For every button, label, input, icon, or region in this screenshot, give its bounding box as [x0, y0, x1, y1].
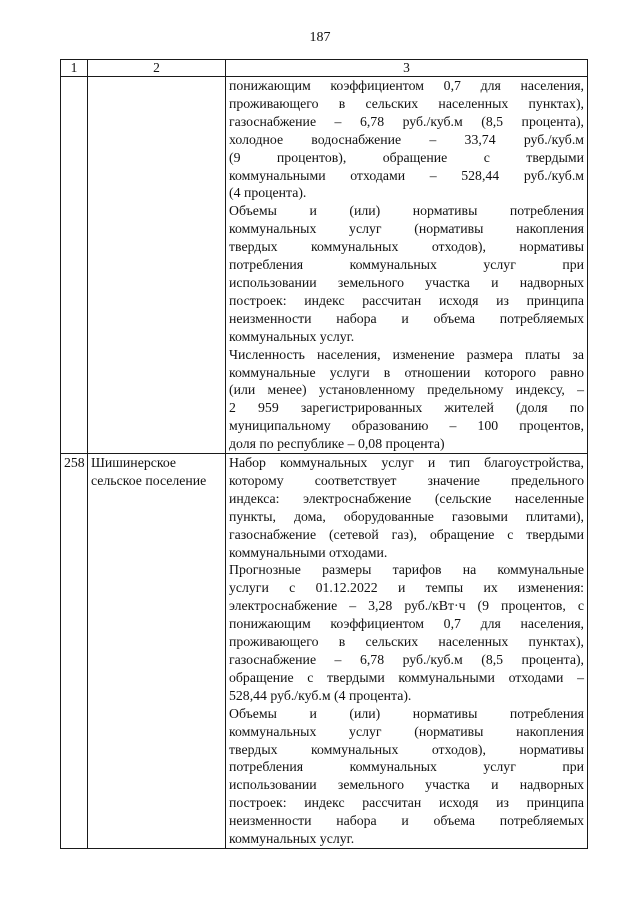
text-line: Объемы и (или) нормативы потребления: [229, 203, 584, 219]
text-line: доля по республике – 0,08 процента): [229, 436, 445, 452]
description-paragraph: [229, 202, 584, 345]
text-line: которому соответствует значение предельного: [229, 472, 584, 488]
text-line: Набор коммунальных услуг и тип благоустройства,: [229, 455, 584, 471]
row-number: [61, 77, 88, 454]
header-col-1: 1: [61, 60, 88, 77]
table-header-row: [61, 60, 588, 77]
text-line: понижающим коэффициентом 0,7 для населения,: [229, 616, 584, 632]
text-line: холодное водоснабжение – 33,74 руб./куб.м: [229, 131, 584, 147]
text-line: (или менее) установленному предельному индексу, –: [229, 382, 584, 398]
description-paragraph: [229, 705, 584, 848]
text-line: 528,44 руб./куб.м (4 процента).: [229, 687, 412, 703]
description-paragraph: [229, 454, 584, 561]
text-line: услуги с 01.12.2022 и темпы их изменения:: [229, 580, 584, 596]
text-line: потребления коммунальных услуг при: [229, 759, 584, 775]
text-line: проживающего в сельских населенных пунктах),: [229, 634, 584, 650]
header-col-3: 3: [226, 60, 588, 77]
text-line: твердых коммунальных отходов), нормативы: [229, 741, 584, 757]
description-cell: [226, 77, 588, 454]
text-line: построек: индекс рассчитан исходя из принципа: [229, 795, 584, 811]
text-line: Численность населения, изменение размера платы за: [229, 346, 584, 362]
description-paragraph: [229, 77, 584, 202]
text-line: проживающего в сельских населенных пунктах),: [229, 95, 584, 111]
text-line: потребления коммунальных услуг при: [229, 257, 584, 273]
text-line: коммунальными отходами.: [229, 544, 388, 560]
row-number: 258: [61, 454, 88, 849]
text-line: газоснабжение – 6,78 руб./куб.м (8,5 процента),: [229, 652, 584, 667]
text-line: коммунальных услуг (нормативы накопления: [229, 221, 584, 237]
text-line: использовании земельного участка и надворных: [229, 777, 584, 793]
page-number: 187: [309, 30, 331, 45]
text-line: газоснабжение (сетевой газ), обращение с твердыми: [229, 526, 584, 542]
text-line: построек: индекс рассчитан исходя из принципа: [229, 292, 584, 308]
header-col-2: 2: [88, 60, 226, 77]
text-line: газоснабжение – 6,78 руб./куб.м (8,5 процента),: [229, 113, 584, 129]
text-line: индекса: электроснабжение (сельские населенные: [229, 490, 584, 506]
settlement-name: Шишинерское сельское поселение: [88, 454, 226, 849]
text-line: коммунальных услуг.: [229, 831, 355, 847]
text-line: Объемы и (или) нормативы потребления: [229, 705, 584, 721]
text-line: муниципальному образованию – 100 процентов,: [229, 418, 584, 434]
description-paragraph: [229, 561, 584, 704]
table-row: [61, 454, 588, 849]
text-line: электроснабжение – 3,28 руб./кВт·ч (9 процентов, с: [229, 598, 584, 614]
text-line: коммунальными отходами – 528,44 руб./куб.м: [229, 167, 584, 183]
text-line: использовании земельного участка и надворных: [229, 274, 584, 290]
text-line: (4 процента).: [229, 185, 307, 201]
text-line: понижающим коэффициентом 0,7 для населения,: [229, 78, 584, 93]
text-line: обращение с твердыми коммунальными отходами –: [229, 669, 584, 685]
text-line: твердых коммунальных отходов), нормативы: [229, 239, 584, 255]
text-line: 2 959 зарегистрированных жителей (доля по: [229, 400, 584, 416]
text-line: (9 процентов), обращение с твердыми: [229, 149, 584, 165]
settlement-name: [88, 77, 226, 454]
table-row: [61, 77, 588, 454]
text-line: коммунальные услуги в отношении которого равно: [229, 364, 584, 380]
text-line: неизменности набора и объема потребляемых: [229, 310, 584, 326]
document-table: [60, 59, 588, 849]
description-cell: [226, 454, 588, 849]
description-paragraph: [229, 346, 584, 453]
text-line: Прогнозные размеры тарифов на коммунальные: [229, 562, 584, 578]
text-line: коммунальных услуг.: [229, 328, 355, 344]
text-line: коммунальных услуг (нормативы накопления: [229, 723, 584, 739]
text-line: неизменности набора и объема потребляемых: [229, 813, 584, 829]
text-line: пункты, дома, оборудованные газовыми плитами),: [229, 508, 584, 524]
